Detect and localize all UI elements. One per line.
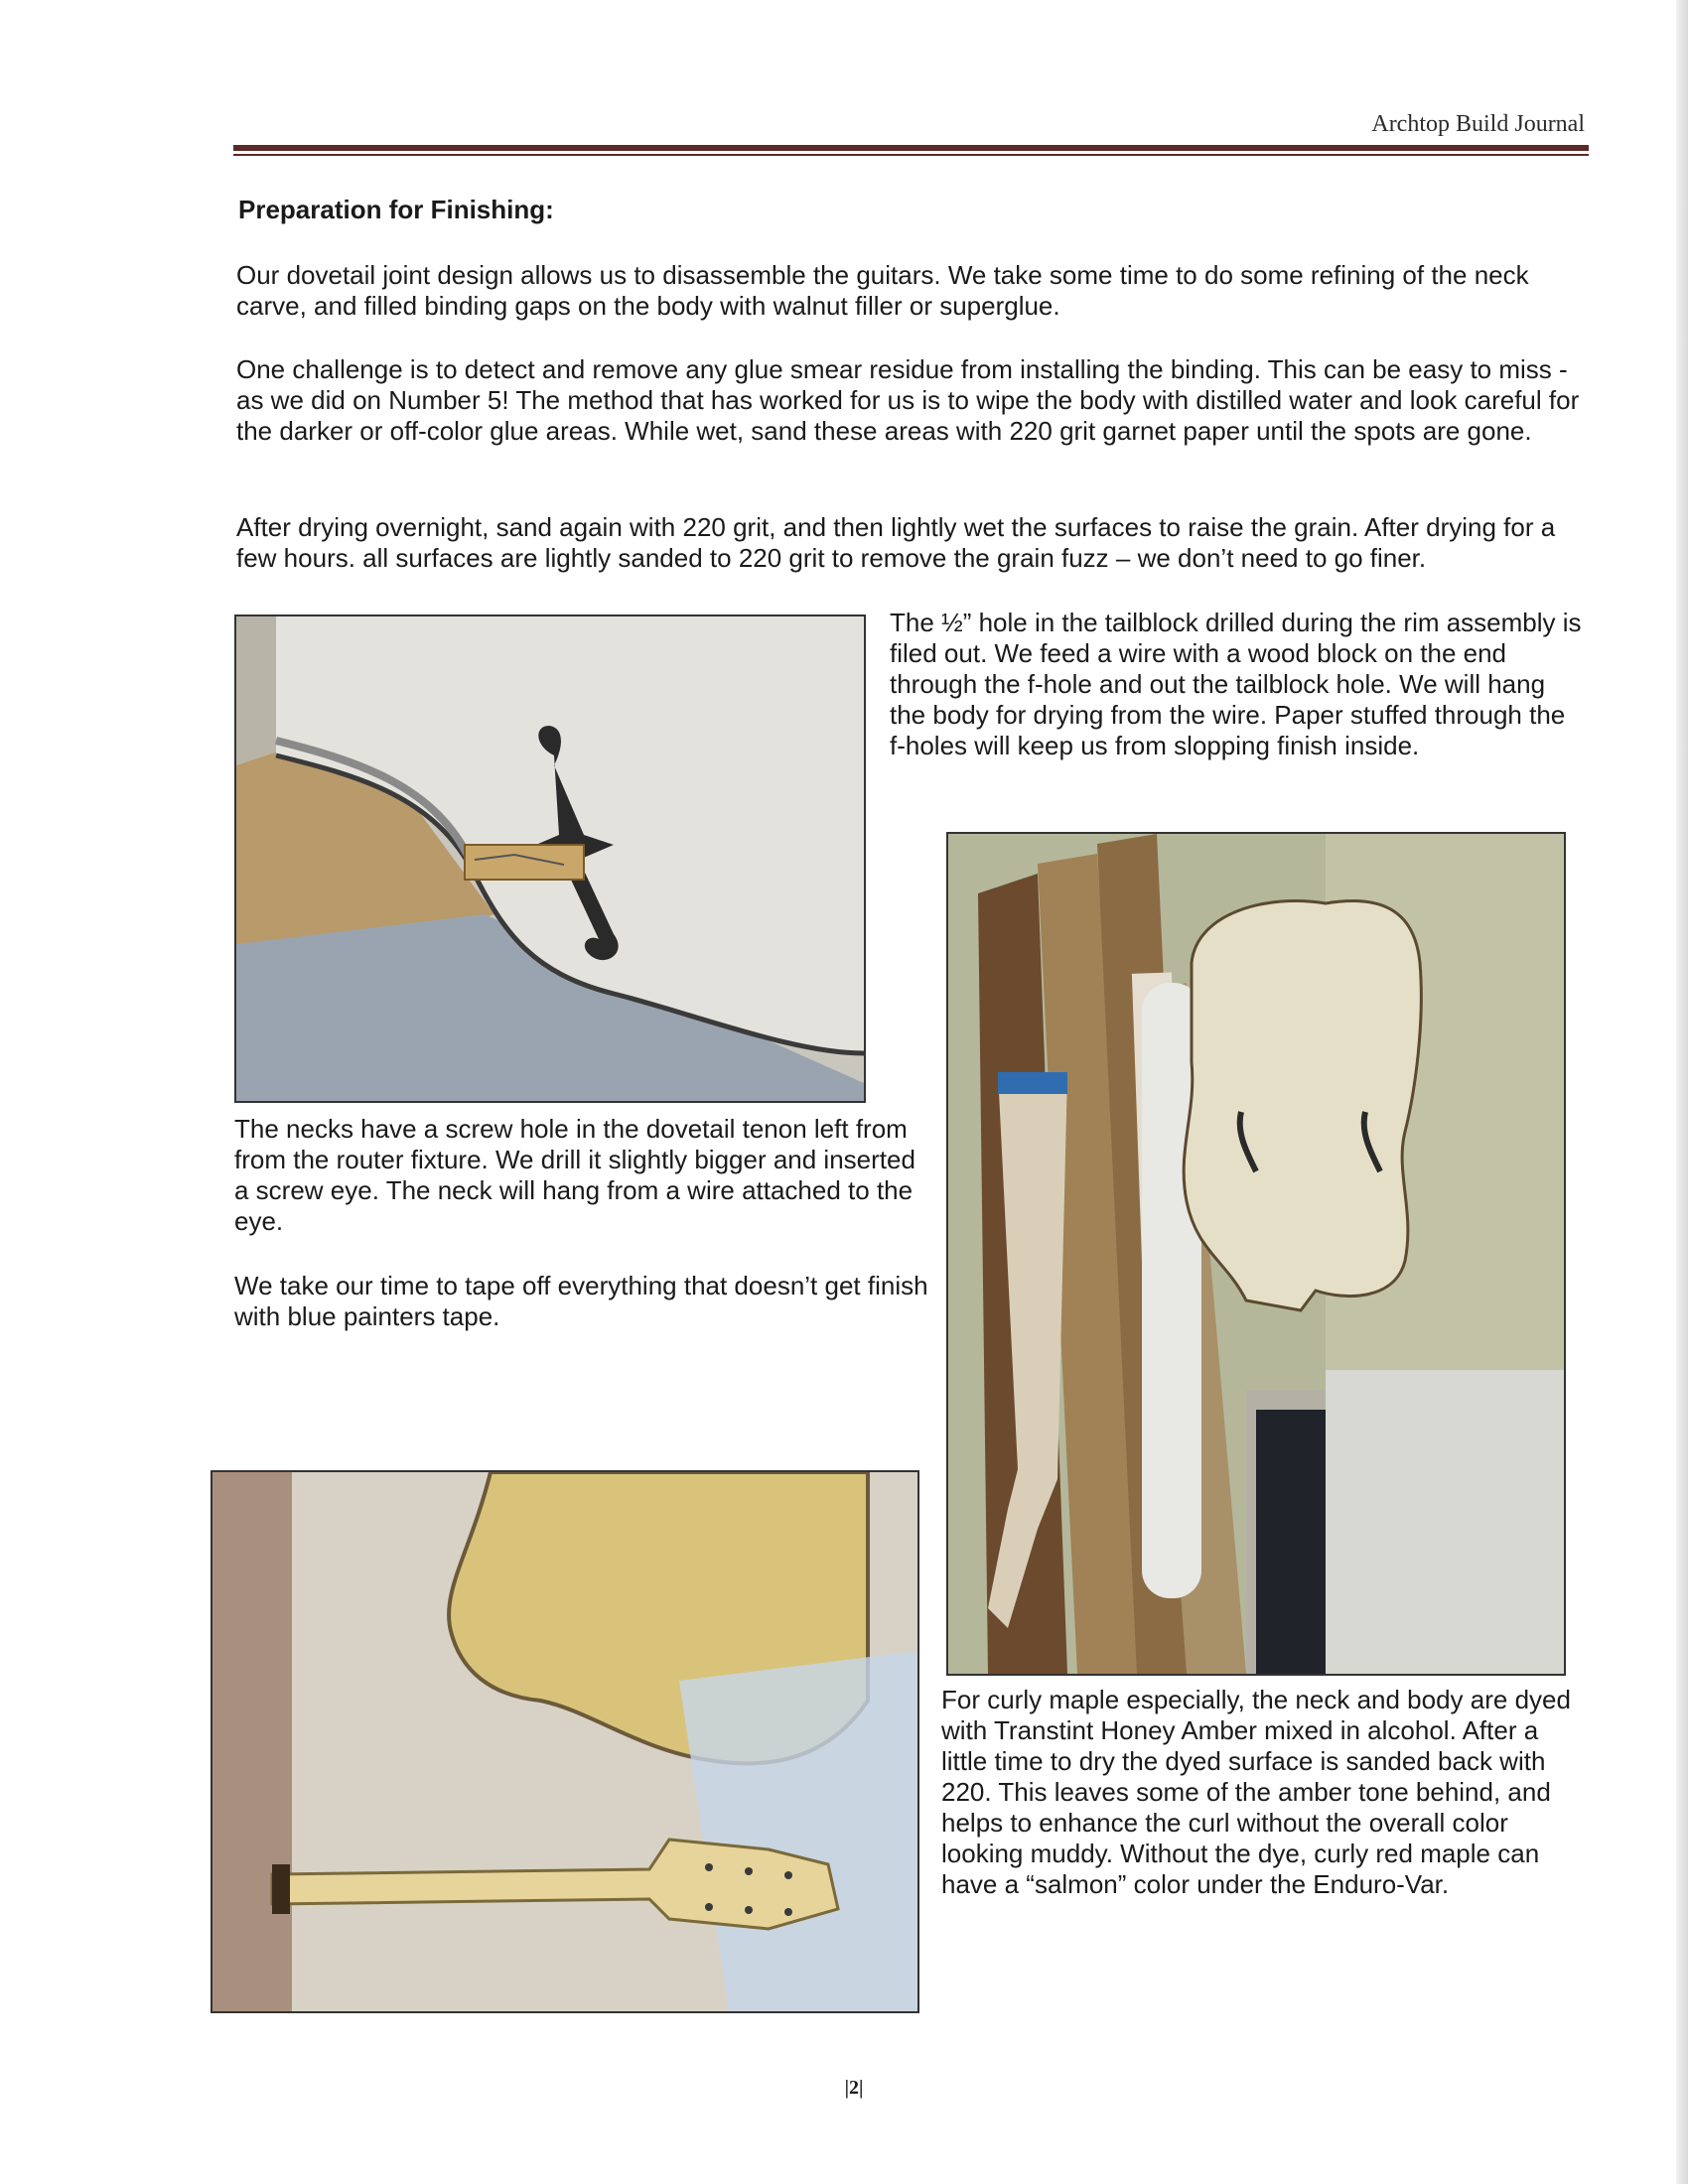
caption-necks: The necks have a screw hole in the dovetail tenon left from from the router fixture. We drill it slightly bigger and inserted a screw eye. The neck will hang from a wire attached to the eye. [234, 1114, 915, 1236]
paragraph-sanding: After drying overnight, sand again with 220 grit, and then lightly wet the surfaces to raise the grain. After drying for a few hours. all surfaces are lightly sanded to 220 grit to remove the grain fuzz – we don’t need to go finer. [236, 512, 1556, 573]
page-number: |2| [844, 2077, 864, 2099]
paragraph-dovetail: Our dovetail joint design allows us to disassemble the guitars. We take some time to do some refining of the neck carve, and filled binding gaps on the body with walnut filler or superglue. [236, 260, 1529, 321]
photo-dyed-neck-body [211, 1470, 919, 2013]
header-rule-thin [233, 154, 1589, 156]
caption-tailblock: The ½” hole in the tailblock drilled during the rim assembly is filed out. We feed a wire with a wood block on the end through the f-hole and out the tailblock hole. We will hang the body for drying from the wire. Paper stuffed through the f-holes will keep us from slopping finish inside. [890, 608, 1582, 760]
section-heading: Preparation for Finishing: [238, 195, 554, 224]
caption-tape: We take our time to tape off everything that doesn’t get finish with blue painters tape. [234, 1271, 928, 1331]
header-title: Archtop Build Journal [1371, 111, 1585, 137]
page-edge-shadow [1676, 0, 1688, 2184]
photo-body-hanging [946, 832, 1566, 1676]
header-rule [233, 145, 1589, 151]
photo-fhole-wood-block [234, 614, 866, 1103]
paragraph-glue-smear: One challenge is to detect and remove any glue smear residue from installing the binding. This can be easy to miss - as we did on Number 5! The method that has worked for us is to wipe the body with distilled water and look careful for the darker or off-color glue areas. While wet, sand these areas with 220 grit garnet paper until the spots are gone. [236, 354, 1580, 446]
caption-dye: For curly maple especially, the neck and body are dyed with Transtint Honey Amber mixed in alcohol. After a little time to dry the dyed surface is sanded back with 220. This leaves some of the amber tone behind, and helps to enhance the curl without the overall color looking muddy. Without the dye, curly red maple can have a “salmon” color under the Enduro-Var. [941, 1685, 1571, 1899]
